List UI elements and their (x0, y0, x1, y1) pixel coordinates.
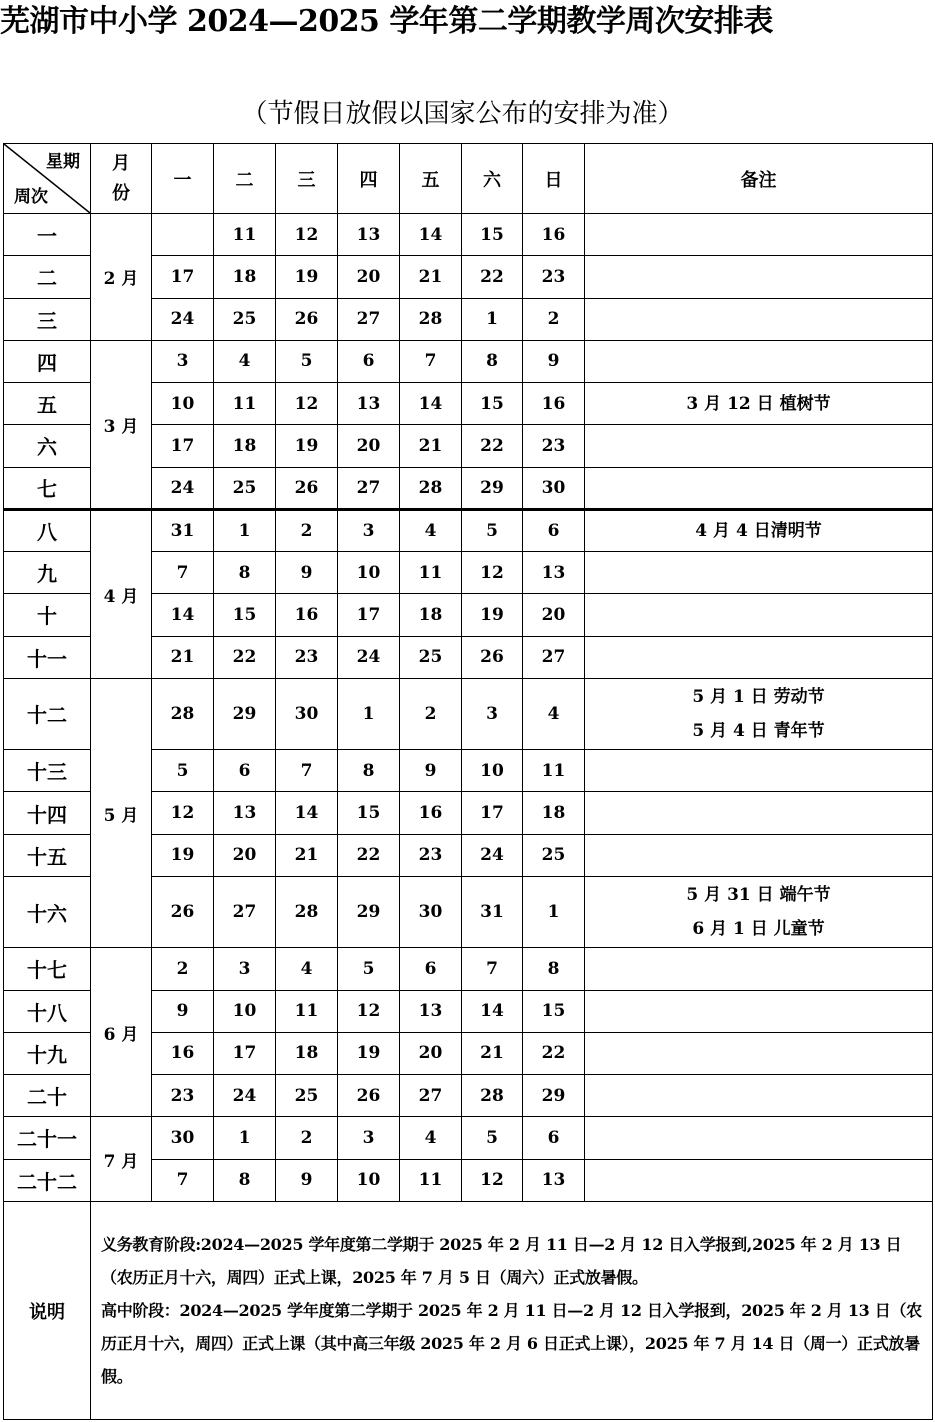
date-cell-sun: 29 (523, 1075, 585, 1117)
date-cell-wed: 12 (276, 214, 338, 256)
week-row (4, 1117, 933, 1159)
week-number-cell: 二十二 (4, 1159, 91, 1201)
date-cell-sun: 18 (523, 792, 585, 834)
notes-cell (585, 636, 933, 678)
date-cell-wed: 4 (276, 948, 338, 990)
explanation-high-school: 高中阶段：2024—2025 学年度第二学期于 2025 年 2 月 11 日—2 月 12 日入学报到，2025 年 2 月 13 日（农历正月十六，周四）正式上课（其中高三年级 2025 年 2 月 6 日正式上课），2025 年 7 月 14 日（周一）正式放暑假。 (101, 1301, 922, 1386)
date-cell-sat: 21 (462, 1032, 523, 1074)
date-cell-fri: 27 (400, 1075, 462, 1117)
date-cell-thu: 13 (338, 383, 400, 425)
notes-cell (585, 1032, 933, 1074)
date-cell-tue: 22 (214, 636, 276, 678)
date-cell-tue: 1 (214, 1117, 276, 1159)
date-cell-fri: 13 (400, 990, 462, 1032)
date-cell-thu: 22 (338, 834, 400, 876)
date-cell-fri: 23 (400, 834, 462, 876)
month-header-line1: 月 (112, 152, 130, 174)
date-cell-mon: 9 (152, 990, 214, 1032)
date-cell-mon: 16 (152, 1032, 214, 1074)
date-cell-sun: 20 (523, 594, 585, 636)
date-cell-tue: 18 (214, 256, 276, 298)
week-number-cell: 十七 (4, 948, 91, 990)
date-cell-thu: 13 (338, 214, 400, 256)
date-cell-wed: 18 (276, 1032, 338, 1074)
day-header-sun: 日 (523, 144, 585, 214)
date-cell-thu: 17 (338, 594, 400, 636)
date-cell-mon: 30 (152, 1117, 214, 1159)
date-cell-tue: 13 (214, 792, 276, 834)
notes-cell (585, 467, 933, 509)
date-cell-tue: 8 (214, 552, 276, 594)
week-number-cell: 十四 (4, 792, 91, 834)
week-number-cell: 五 (4, 383, 91, 425)
date-cell-wed: 21 (276, 834, 338, 876)
date-cell-sat: 26 (462, 636, 523, 678)
date-cell-fri: 16 (400, 792, 462, 834)
date-cell-sun: 13 (523, 1159, 585, 1201)
date-cell-mon (152, 214, 214, 256)
week-day-diagonal-header (4, 144, 91, 214)
notes-cell (585, 383, 933, 425)
day-header-fri: 五 (400, 144, 462, 214)
date-cell-tue: 11 (214, 214, 276, 256)
week-number-cell: 十二 (4, 678, 91, 749)
notes-cell (585, 678, 933, 749)
explanation-label: 说明 (4, 1202, 91, 1420)
date-cell-wed: 2 (276, 1117, 338, 1159)
date-cell-fri: 25 (400, 636, 462, 678)
week-row (4, 948, 933, 990)
date-cell-fri: 14 (400, 383, 462, 425)
date-cell-fri: 28 (400, 467, 462, 509)
date-cell-fri: 2 (400, 678, 462, 749)
date-cell-fri: 6 (400, 948, 462, 990)
date-cell-sat: 29 (462, 467, 523, 509)
date-cell-sat: 14 (462, 990, 523, 1032)
schedule-body (4, 214, 933, 1202)
date-cell-thu: 3 (338, 509, 400, 551)
notes-cell (585, 876, 933, 947)
date-cell-sun: 30 (523, 467, 585, 509)
date-cell-fri: 14 (400, 214, 462, 256)
date-cell-thu: 19 (338, 1032, 400, 1074)
date-cell-sat: 1 (462, 298, 523, 340)
week-number-cell: 四 (4, 340, 91, 382)
date-cell-thu: 12 (338, 990, 400, 1032)
month-cell: 4 月 (91, 509, 152, 678)
week-number-cell: 十五 (4, 834, 91, 876)
date-cell-mon: 12 (152, 792, 214, 834)
date-cell-wed: 26 (276, 467, 338, 509)
date-cell-sun: 23 (523, 425, 585, 467)
date-cell-mon: 26 (152, 876, 214, 947)
date-cell-mon: 14 (152, 594, 214, 636)
diagonal-header-week-label: 周次 (14, 187, 48, 207)
explanation-compulsory: 义务教育阶段:2024—2025 学年度第二学期于 2025 年 2 月 11 日—2 月 12 日入学报到,2025 年 2 月 13 日（农历正月十六，周四）正式上课，2025 年 7 月 5 日（周六）正式放暑假。 (101, 1235, 902, 1287)
holiday-note: 5 月 4 日 青年节 (692, 720, 825, 741)
date-cell-fri: 21 (400, 256, 462, 298)
notes-cell (585, 594, 933, 636)
date-cell-tue: 11 (214, 383, 276, 425)
date-cell-tue: 3 (214, 948, 276, 990)
date-cell-sat: 31 (462, 876, 523, 947)
holiday-note: 6 月 1 日 儿童节 (692, 919, 825, 940)
month-header (91, 144, 152, 214)
notes-cell (585, 1117, 933, 1159)
date-cell-sat: 12 (462, 1159, 523, 1201)
date-cell-sun: 27 (523, 636, 585, 678)
week-number-cell: 三 (4, 298, 91, 340)
date-cell-mon: 10 (152, 383, 214, 425)
date-cell-thu: 27 (338, 298, 400, 340)
date-cell-thu: 1 (338, 678, 400, 749)
holiday-note: 3 月 12 日 植树节 (686, 393, 831, 414)
date-cell-tue: 1 (214, 509, 276, 551)
date-cell-sat: 19 (462, 594, 523, 636)
date-cell-sun: 16 (523, 214, 585, 256)
date-cell-sun: 2 (523, 298, 585, 340)
date-cell-wed: 28 (276, 876, 338, 947)
date-cell-fri: 30 (400, 876, 462, 947)
date-cell-thu: 20 (338, 425, 400, 467)
date-cell-mon: 7 (152, 552, 214, 594)
date-cell-mon: 23 (152, 1075, 214, 1117)
day-header-sat: 六 (462, 144, 523, 214)
week-number-cell: 二十一 (4, 1117, 91, 1159)
date-cell-sun: 25 (523, 834, 585, 876)
date-cell-sun: 9 (523, 340, 585, 382)
date-cell-tue: 8 (214, 1159, 276, 1201)
date-cell-fri: 11 (400, 1159, 462, 1201)
date-cell-thu: 27 (338, 467, 400, 509)
week-number-cell: 六 (4, 425, 91, 467)
date-cell-sat: 5 (462, 1117, 523, 1159)
date-cell-sat: 15 (462, 214, 523, 256)
notes-cell (585, 990, 933, 1032)
notes-header: 备注 (585, 144, 933, 214)
date-cell-wed: 7 (276, 750, 338, 792)
diagonal-header-day-label: 星期 (46, 152, 80, 172)
date-cell-sat: 7 (462, 948, 523, 990)
week-number-cell: 十一 (4, 636, 91, 678)
date-cell-tue: 15 (214, 594, 276, 636)
date-cell-mon: 31 (152, 509, 214, 551)
month-cell: 7 月 (91, 1117, 152, 1202)
date-cell-tue: 27 (214, 876, 276, 947)
page-subtitle (0, 96, 935, 132)
date-cell-sat: 28 (462, 1075, 523, 1117)
date-cell-sat: 24 (462, 834, 523, 876)
subtitle-text: （节假日放假以国家公布的安排为准） (241, 99, 684, 129)
week-number-cell: 十九 (4, 1032, 91, 1074)
date-cell-mon: 3 (152, 340, 214, 382)
holiday-note: 5 月 31 日 端午节 (686, 885, 831, 906)
date-cell-thu: 10 (338, 1159, 400, 1201)
date-cell-mon: 24 (152, 298, 214, 340)
date-cell-sat: 5 (462, 509, 523, 551)
date-cell-tue: 24 (214, 1075, 276, 1117)
notes-cell (585, 750, 933, 792)
date-cell-sat: 12 (462, 552, 523, 594)
date-cell-tue: 10 (214, 990, 276, 1032)
week-number-cell: 十 (4, 594, 91, 636)
date-cell-wed: 9 (276, 552, 338, 594)
week-number-cell: 二 (4, 256, 91, 298)
date-cell-wed: 14 (276, 792, 338, 834)
notes-cell (585, 1159, 933, 1201)
week-number-cell: 一 (4, 214, 91, 256)
page-title: 芜湖市中小学 2024—2025 学年第二学期教学周次安排表 (0, 4, 773, 39)
week-row (4, 214, 933, 256)
date-cell-wed: 2 (276, 509, 338, 551)
date-cell-wed: 19 (276, 256, 338, 298)
date-cell-tue: 29 (214, 678, 276, 749)
explanation-text (91, 1202, 933, 1420)
date-cell-fri: 18 (400, 594, 462, 636)
day-header-tue: 二 (214, 144, 276, 214)
week-row (4, 509, 933, 551)
date-cell-mon: 17 (152, 425, 214, 467)
date-cell-fri: 4 (400, 1117, 462, 1159)
date-cell-sun: 13 (523, 552, 585, 594)
notes-cell (585, 256, 933, 298)
date-cell-mon: 7 (152, 1159, 214, 1201)
date-cell-fri: 7 (400, 340, 462, 382)
date-cell-sat: 17 (462, 792, 523, 834)
date-cell-mon: 2 (152, 948, 214, 990)
month-cell: 5 月 (91, 678, 152, 948)
holiday-note: 4 月 4 日清明节 (695, 520, 822, 541)
date-cell-fri: 11 (400, 552, 462, 594)
date-cell-sun: 6 (523, 509, 585, 551)
date-cell-fri: 9 (400, 750, 462, 792)
date-cell-wed: 25 (276, 1075, 338, 1117)
date-cell-thu: 3 (338, 1117, 400, 1159)
week-number-cell: 二十 (4, 1075, 91, 1117)
day-header-mon: 一 (152, 144, 214, 214)
date-cell-mon: 5 (152, 750, 214, 792)
month-cell: 3 月 (91, 340, 152, 509)
notes-cell (585, 298, 933, 340)
notes-cell (585, 552, 933, 594)
date-cell-fri: 21 (400, 425, 462, 467)
date-cell-mon: 17 (152, 256, 214, 298)
notes-cell (585, 509, 933, 551)
notes-cell (585, 425, 933, 467)
date-cell-sun: 8 (523, 948, 585, 990)
notes-cell (585, 792, 933, 834)
month-cell: 6 月 (91, 948, 152, 1117)
date-cell-mon: 19 (152, 834, 214, 876)
date-cell-wed: 19 (276, 425, 338, 467)
date-cell-tue: 25 (214, 467, 276, 509)
week-number-cell: 十八 (4, 990, 91, 1032)
header-row (4, 144, 933, 214)
notes-cell (585, 214, 933, 256)
explanation-row (4, 1202, 933, 1420)
date-cell-tue: 6 (214, 750, 276, 792)
date-cell-sat: 15 (462, 383, 523, 425)
date-cell-wed: 9 (276, 1159, 338, 1201)
date-cell-thu: 6 (338, 340, 400, 382)
date-cell-tue: 18 (214, 425, 276, 467)
month-header-line2: 份 (112, 182, 130, 204)
schedule-table (3, 143, 933, 1420)
week-row (4, 340, 933, 382)
date-cell-thu: 24 (338, 636, 400, 678)
date-cell-wed: 12 (276, 383, 338, 425)
date-cell-wed: 16 (276, 594, 338, 636)
date-cell-fri: 28 (400, 298, 462, 340)
date-cell-tue: 25 (214, 298, 276, 340)
notes-cell (585, 1075, 933, 1117)
date-cell-wed: 26 (276, 298, 338, 340)
notes-cell (585, 948, 933, 990)
date-cell-sun: 11 (523, 750, 585, 792)
notes-cell (585, 834, 933, 876)
date-cell-sat: 10 (462, 750, 523, 792)
date-cell-thu: 26 (338, 1075, 400, 1117)
date-cell-wed: 11 (276, 990, 338, 1032)
date-cell-sun: 22 (523, 1032, 585, 1074)
date-cell-sat: 3 (462, 678, 523, 749)
date-cell-thu: 20 (338, 256, 400, 298)
date-cell-sun: 6 (523, 1117, 585, 1159)
week-number-cell: 八 (4, 509, 91, 551)
date-cell-sun: 16 (523, 383, 585, 425)
date-cell-sat: 22 (462, 256, 523, 298)
week-number-cell: 十三 (4, 750, 91, 792)
date-cell-fri: 4 (400, 509, 462, 551)
date-cell-mon: 28 (152, 678, 214, 749)
day-header-thu: 四 (338, 144, 400, 214)
week-number-cell: 九 (4, 552, 91, 594)
holiday-note: 5 月 1 日 劳动节 (692, 686, 825, 707)
date-cell-wed: 5 (276, 340, 338, 382)
date-cell-tue: 17 (214, 1032, 276, 1074)
date-cell-sat: 8 (462, 340, 523, 382)
date-cell-sun: 23 (523, 256, 585, 298)
day-header-wed: 三 (276, 144, 338, 214)
week-number-cell: 七 (4, 467, 91, 509)
date-cell-sun: 1 (523, 876, 585, 947)
notes-cell (585, 340, 933, 382)
date-cell-thu: 8 (338, 750, 400, 792)
date-cell-thu: 15 (338, 792, 400, 834)
date-cell-wed: 30 (276, 678, 338, 749)
date-cell-sat: 22 (462, 425, 523, 467)
date-cell-sun: 4 (523, 678, 585, 749)
week-number-cell: 十六 (4, 876, 91, 947)
date-cell-tue: 20 (214, 834, 276, 876)
date-cell-fri: 20 (400, 1032, 462, 1074)
date-cell-mon: 21 (152, 636, 214, 678)
date-cell-thu: 5 (338, 948, 400, 990)
date-cell-tue: 4 (214, 340, 276, 382)
week-row (4, 678, 933, 749)
month-cell: 2 月 (91, 214, 152, 341)
date-cell-thu: 29 (338, 876, 400, 947)
date-cell-thu: 10 (338, 552, 400, 594)
date-cell-sun: 15 (523, 990, 585, 1032)
date-cell-wed: 23 (276, 636, 338, 678)
date-cell-mon: 24 (152, 467, 214, 509)
